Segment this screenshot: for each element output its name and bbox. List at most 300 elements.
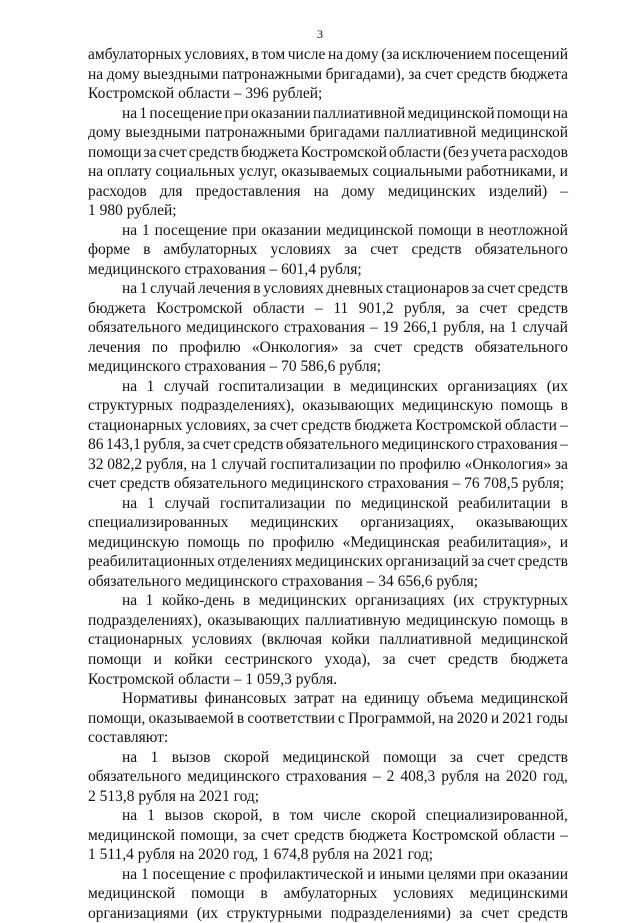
word: в (272, 807, 280, 825)
word: медицинских (295, 553, 384, 571)
word: том (261, 46, 286, 63)
word: средств (411, 241, 462, 259)
word: бюджета (349, 826, 407, 844)
word: затрат (293, 690, 335, 708)
word: реабилитации (458, 494, 551, 512)
word: Костромской (415, 416, 502, 434)
word: 1 (145, 592, 154, 610)
text-line: обязательного медицинского страхования – 34 656,6 рубля; (88, 572, 479, 590)
word: структурных (88, 397, 173, 415)
word: 1 (509, 319, 518, 337)
word: 1 (147, 807, 155, 825)
word: обязательного (88, 319, 182, 337)
text-line (88, 806, 568, 826)
text-line (88, 611, 568, 631)
word: том (289, 807, 314, 825)
word: медицинскую (401, 397, 493, 415)
text-line (88, 45, 568, 65)
word: медицинской (480, 690, 568, 708)
word: иными (379, 865, 425, 883)
text-line (88, 435, 568, 455)
word: средств (188, 143, 239, 161)
word: на (122, 104, 138, 122)
word: единицу (364, 690, 420, 708)
word: на (122, 807, 138, 825)
word: подразделениях), (88, 611, 202, 629)
word: социальных (155, 163, 235, 181)
word: дому (341, 182, 375, 200)
word: рубля, (404, 299, 446, 317)
text-line (88, 533, 568, 553)
word: медицинского (187, 768, 280, 786)
word: 1 (209, 455, 218, 473)
word: медицинской (407, 104, 495, 122)
word: средств (517, 299, 568, 317)
word: лечения (198, 280, 251, 298)
word: помощь (187, 533, 240, 551)
word: годы (536, 709, 568, 727)
word: «Онкология» (464, 455, 552, 473)
word: счет (374, 338, 403, 356)
word: за (344, 241, 358, 259)
word: 1 (146, 377, 155, 395)
word: 1 (140, 865, 149, 883)
text-line: Костромской области – 1 059,3 рубля. (88, 670, 338, 688)
word: услуг, (238, 163, 278, 181)
word: оказании (250, 104, 311, 122)
word: случай (163, 377, 210, 395)
page-number: 3 (317, 27, 323, 41)
text-line (88, 689, 568, 709)
word: в (260, 885, 268, 903)
word: скорой (223, 748, 270, 766)
word: условиях, (184, 46, 249, 63)
word: медицинской (326, 221, 414, 239)
word: паллиативной (384, 124, 477, 142)
word: условиях (270, 241, 332, 259)
word: дому (345, 46, 379, 63)
word: счет (487, 553, 516, 571)
text-line (88, 318, 568, 338)
word: в (143, 241, 151, 259)
word: структурных (482, 592, 568, 610)
word: на (341, 690, 357, 708)
text-line (88, 396, 568, 416)
word: на (122, 280, 138, 298)
word: в (333, 377, 341, 395)
text-line (88, 630, 568, 650)
word: обязательного (285, 436, 379, 454)
word: организаций (385, 553, 469, 571)
word: профилю (179, 338, 241, 356)
word: помощи (88, 650, 142, 668)
word: стационарных (88, 416, 183, 434)
word: оказании (261, 221, 322, 239)
word: 408,3 (400, 768, 436, 786)
text-line (88, 143, 568, 163)
word: паллиативной (379, 631, 472, 649)
word: (их (453, 592, 475, 610)
word: амбулаторных (283, 885, 378, 903)
word: за (554, 455, 568, 473)
word: на (438, 709, 454, 727)
word: вызов (171, 748, 211, 766)
word: области (505, 416, 557, 434)
word: (включая (261, 631, 323, 649)
word: специализированной, (425, 807, 568, 825)
word: госпитализации (218, 377, 324, 395)
word: 2020 (456, 709, 488, 727)
word: области (503, 826, 556, 844)
word: счет (479, 299, 508, 317)
text-line: 1 511,4 рубля на 2020 год, 1 674,8 рубля на 2021 год; (88, 846, 434, 864)
word: «Медицинская (342, 533, 440, 551)
word: амбулаторных (163, 241, 258, 259)
word: счет (260, 826, 289, 844)
word: – (372, 768, 381, 786)
word: оплату (107, 163, 152, 181)
word: год, (542, 768, 568, 786)
word: медицинской (88, 826, 176, 844)
word: по (151, 338, 168, 356)
word: койки (174, 650, 213, 668)
word: оказываемых (281, 163, 369, 181)
word: и (490, 709, 500, 727)
word: за (408, 65, 422, 83)
word: средств (517, 904, 568, 922)
text-line (88, 767, 568, 787)
text-line (88, 748, 568, 768)
text-line (88, 123, 568, 143)
text-line (88, 904, 568, 923)
text-line (88, 65, 568, 85)
word: 11 (333, 299, 349, 317)
text-line (88, 865, 568, 885)
word: бюджета (88, 299, 146, 317)
word: бюджета (510, 650, 568, 668)
word: бригадами (309, 124, 380, 142)
word: медицинской (88, 885, 176, 903)
word: – (370, 319, 378, 337)
word: медицинской (282, 748, 370, 766)
word: за (449, 748, 463, 766)
word: оказании (508, 865, 568, 883)
word: счет (269, 416, 298, 434)
word: в (476, 221, 484, 239)
word: бюджета (354, 416, 413, 434)
word: – (560, 416, 568, 434)
word: средств (301, 416, 352, 434)
word: за (253, 416, 267, 434)
word: неотложной (488, 221, 568, 239)
word: изделий) (488, 182, 548, 200)
word: организациях (447, 377, 538, 395)
word: скорой, (213, 807, 263, 825)
word: помощи, (88, 709, 146, 727)
word: средств (456, 65, 507, 83)
text-line (88, 182, 568, 202)
word: амбулаторных (88, 46, 182, 63)
word: условиях (191, 631, 253, 649)
word: бригадами), (325, 65, 405, 83)
word: (их (546, 377, 568, 395)
word: за (471, 553, 485, 571)
text-line (88, 104, 568, 124)
document-text-body (88, 45, 568, 923)
text-line (88, 591, 568, 611)
word: обязательного (88, 768, 182, 786)
word: организациями (88, 904, 189, 922)
text-line: составляют: (88, 729, 169, 747)
word: случай (221, 455, 267, 473)
word: счет (481, 904, 510, 922)
word: и (153, 650, 162, 668)
text-line (88, 552, 568, 572)
word: «Онкология» (251, 338, 339, 356)
word: случай (150, 280, 196, 298)
word: счет (158, 143, 187, 161)
word: медицинской (361, 494, 449, 512)
word: паллиативной (312, 104, 406, 122)
word: патронажными (222, 65, 323, 83)
word: помощи, (180, 826, 238, 844)
text-line (88, 494, 568, 514)
word: – (315, 299, 323, 317)
word: счет (407, 650, 436, 668)
word: условиях (263, 280, 324, 298)
word: и (367, 865, 376, 883)
word: рубля, (143, 436, 185, 454)
word: финансовых (204, 690, 287, 708)
word: госпитализации (270, 455, 376, 473)
word: медицинскую (406, 611, 498, 629)
word: 2020 (505, 768, 537, 786)
word: за (455, 299, 469, 317)
word: в (236, 709, 245, 727)
word: за (382, 650, 396, 668)
word: госпитализации (219, 494, 326, 512)
word: 266,1 (403, 319, 439, 337)
word: ухода), (324, 650, 371, 668)
word: патронажными (205, 124, 306, 142)
text-line: медицинского страхования – 601,4 рубля; (88, 260, 362, 278)
text-line (88, 826, 568, 846)
word: 2 (386, 768, 395, 786)
word: 901,2 (358, 299, 394, 317)
word: – (560, 182, 568, 200)
word: с (338, 709, 345, 727)
text-line (88, 240, 568, 260)
word: по (379, 455, 396, 473)
word: помощь (502, 611, 556, 629)
word: на (489, 319, 505, 337)
word: помощи (88, 143, 142, 161)
word: Костромской (412, 826, 499, 844)
word: средств (517, 748, 568, 766)
word: (их (196, 904, 218, 922)
word: Программой, (348, 709, 436, 727)
word: 1 (139, 280, 148, 298)
word: страхования (283, 319, 366, 337)
text-line (88, 709, 568, 729)
word: в (560, 397, 568, 415)
word: помощи (496, 104, 551, 122)
text-line (88, 299, 568, 319)
word: помощь (500, 397, 553, 415)
word: на (88, 65, 104, 83)
word: счет (370, 241, 399, 259)
word: медицинского (381, 436, 475, 454)
word: 2021 (502, 709, 534, 727)
word: скорой (370, 807, 416, 825)
word: медицинских (350, 377, 439, 395)
word: области (388, 143, 441, 161)
word: паллиативную (305, 611, 401, 629)
word: соответствии (247, 709, 335, 727)
text-line (88, 513, 568, 533)
word: социальными (372, 163, 463, 181)
text-line (88, 455, 568, 475)
word: страхования (476, 436, 558, 454)
text-line (88, 416, 568, 436)
word: дому (88, 124, 121, 142)
word: выездными (125, 124, 201, 142)
word: дому (106, 65, 140, 83)
word: форме (88, 241, 130, 259)
text-line: 1 980 рублей; (88, 202, 177, 220)
word: помощи (383, 748, 437, 766)
word: расходов (88, 182, 147, 200)
word: на (122, 865, 138, 883)
word: на (484, 768, 500, 786)
word: в (251, 46, 259, 63)
word: обязательного (474, 241, 568, 259)
word: на (552, 104, 568, 122)
word: бюджета (240, 143, 299, 161)
text-line (88, 377, 568, 397)
word: 082,2 (107, 455, 143, 473)
word: числе (323, 807, 361, 825)
word: обязательного (474, 338, 568, 356)
word: на (88, 163, 104, 181)
word: 32 (88, 455, 104, 473)
word: случай (164, 494, 210, 512)
word: (без (442, 143, 469, 161)
word: по (335, 494, 352, 512)
word: организациях (355, 592, 445, 610)
word: подразделениях), (180, 397, 295, 415)
word: условиях (393, 885, 454, 903)
word: за (471, 280, 485, 298)
word: помощи (418, 221, 472, 239)
word: на (327, 46, 344, 63)
text-line: Костромской области – 396 рублей; (88, 85, 323, 103)
word: рубля (441, 768, 479, 786)
word: стационарных (88, 631, 183, 649)
word: профилю (272, 533, 335, 551)
word: для (159, 182, 183, 200)
word: с (228, 865, 236, 883)
word: бюджета (510, 65, 568, 83)
word: 1 (142, 221, 150, 239)
word: и (559, 533, 568, 551)
word: 1 (150, 748, 159, 766)
word: средств (447, 650, 499, 668)
word: за (187, 436, 201, 454)
text-line: счет средств обязательного медицинского страхования – 76 708,5 рубля; (88, 475, 565, 493)
word: средств (517, 553, 568, 571)
word: выездными (143, 65, 219, 83)
text-line (88, 279, 568, 299)
word: на (122, 494, 138, 512)
word: посещение (154, 221, 228, 239)
word: вызов (164, 807, 204, 825)
text-line (88, 884, 568, 904)
word: посещений (493, 46, 568, 63)
word: Костромской (156, 299, 243, 317)
word: счет (487, 280, 516, 298)
word: помощи (191, 885, 245, 903)
word: дневных (326, 280, 384, 298)
word: медицинскую (88, 533, 180, 551)
word: счет (202, 436, 231, 454)
word: реабилитационных (88, 553, 215, 571)
word: на (122, 748, 138, 766)
word: числе (287, 46, 326, 63)
word: при (232, 221, 257, 239)
word: 19 (382, 319, 399, 337)
word: – (560, 436, 568, 454)
word: учета (470, 143, 508, 161)
word: средств (413, 338, 464, 356)
word: в (242, 592, 251, 610)
word: в (560, 494, 568, 512)
word: рубля, (443, 319, 485, 337)
text-line (88, 221, 568, 241)
word: организациях, (360, 514, 454, 532)
word: структурными (226, 904, 322, 922)
text-line: 2 513,8 рубля на 2021 год; (88, 787, 260, 805)
word: посещение (152, 865, 226, 883)
word: страхования (285, 768, 367, 786)
word: в (253, 280, 261, 298)
word: лечения (88, 338, 141, 356)
word: на (313, 182, 329, 200)
word: посещение (149, 104, 223, 122)
word: условиях, (185, 416, 251, 434)
word: счет (476, 748, 505, 766)
word: медицинской (480, 631, 568, 649)
word: профилактической (239, 865, 364, 883)
word: отделениях (217, 553, 293, 571)
word: койки (331, 631, 370, 649)
word: области (252, 299, 305, 317)
word: Костромской (300, 143, 387, 161)
word: средств (517, 280, 568, 298)
text-line: медицинского страхования – 70 586,6 рубля; (88, 358, 382, 376)
word: за (459, 904, 473, 922)
word: в (560, 611, 568, 629)
word: на (122, 592, 138, 610)
word: медицинских (387, 182, 476, 200)
word: объема (426, 690, 474, 708)
word: реабилитация», (448, 533, 552, 551)
word: 1 (139, 104, 148, 122)
word: койко-день (161, 592, 235, 610)
word: средств (293, 826, 345, 844)
word: 86 (88, 436, 104, 454)
word: целями (428, 865, 477, 883)
